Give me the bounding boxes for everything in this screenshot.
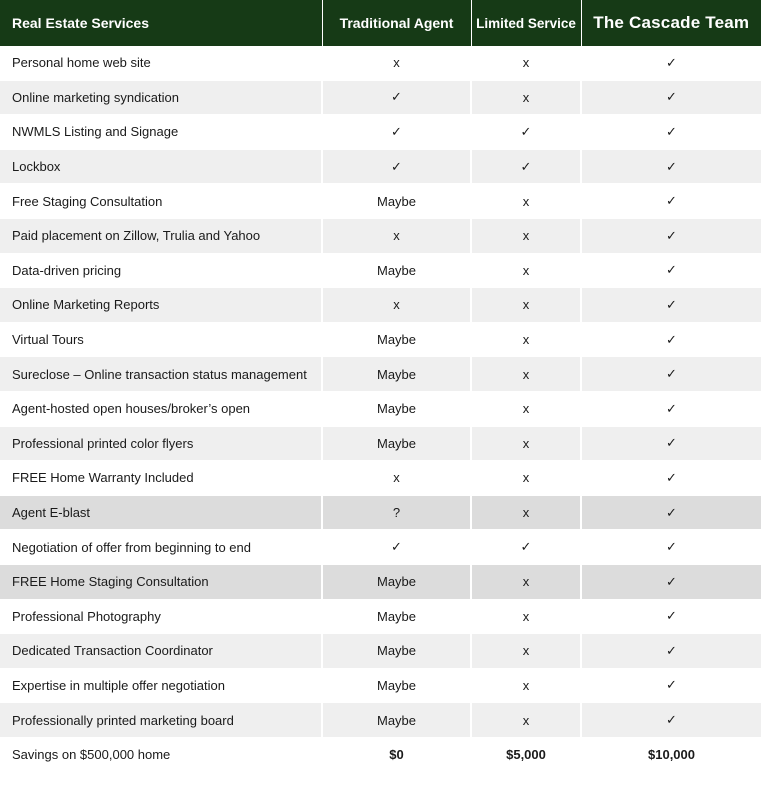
traditional-value: x <box>322 46 471 80</box>
traditional-value: Maybe <box>322 426 471 461</box>
service-label: Online Marketing Reports <box>0 288 322 323</box>
traditional-value: Maybe <box>322 391 471 426</box>
cascade-value: ✓ <box>581 46 761 80</box>
table-row <box>0 599 761 634</box>
service-label: Dedicated Transaction Coordinator <box>0 634 322 669</box>
table-row <box>0 322 761 357</box>
limited-value: x <box>471 426 581 461</box>
limited-value: x <box>471 599 581 634</box>
traditional-value: Maybe <box>322 634 471 669</box>
service-label: Online marketing syndication <box>0 80 322 115</box>
service-label: Professional Photography <box>0 599 322 634</box>
cascade-value: ✓ <box>581 599 761 634</box>
service-label: Expertise in multiple offer negotiation <box>0 668 322 703</box>
cascade-value: ✓ <box>581 495 761 530</box>
cascade-value: ✓ <box>581 149 761 184</box>
cascade-value: ✓ <box>581 184 761 219</box>
traditional-value: ✓ <box>322 115 471 150</box>
service-label: Personal home web site <box>0 46 322 80</box>
traditional-value: Maybe <box>322 599 471 634</box>
traditional-value: ? <box>322 495 471 530</box>
cascade-value: ✓ <box>581 461 761 496</box>
limited-value: ✓ <box>471 530 581 565</box>
table-row <box>0 530 761 565</box>
service-label: FREE Home Staging Consultation <box>0 564 322 599</box>
limited-value: x <box>471 495 581 530</box>
cascade-value: ✓ <box>581 218 761 253</box>
cascade-value: ✓ <box>581 564 761 599</box>
table-row <box>0 288 761 323</box>
table-row <box>0 357 761 392</box>
cascade-value: ✓ <box>581 253 761 288</box>
cascade-value: ✓ <box>581 634 761 669</box>
savings-label: Savings on $500,000 home <box>0 737 322 772</box>
cascade-value: ✓ <box>581 357 761 392</box>
limited-value: ✓ <box>471 149 581 184</box>
savings-cascade: $10,000 <box>581 737 761 772</box>
cascade-value: ✓ <box>581 426 761 461</box>
service-label: Agent E-blast <box>0 495 322 530</box>
table-row <box>0 391 761 426</box>
traditional-value: x <box>322 461 471 496</box>
cascade-value: ✓ <box>581 80 761 115</box>
cascade-value: ✓ <box>581 391 761 426</box>
table-row <box>0 495 761 530</box>
limited-value: ✓ <box>471 115 581 150</box>
table-row <box>0 253 761 288</box>
limited-value: x <box>471 357 581 392</box>
service-label: Sureclose – Online transaction status management <box>0 357 322 392</box>
traditional-value: Maybe <box>322 564 471 599</box>
table-row <box>0 634 761 669</box>
service-label: Virtual Tours <box>0 322 322 357</box>
traditional-value: Maybe <box>322 253 471 288</box>
service-label: Data-driven pricing <box>0 253 322 288</box>
traditional-value: ✓ <box>322 80 471 115</box>
traditional-value: Maybe <box>322 184 471 219</box>
table-row <box>0 80 761 115</box>
limited-value: x <box>471 184 581 219</box>
table-row <box>0 115 761 150</box>
traditional-value: Maybe <box>322 357 471 392</box>
service-label: Lockbox <box>0 149 322 184</box>
service-label: Paid placement on Zillow, Trulia and Yahoo <box>0 218 322 253</box>
savings-limited: $5,000 <box>471 737 581 772</box>
service-label: Negotiation of offer from beginning to end <box>0 530 322 565</box>
service-label: NWMLS Listing and Signage <box>0 115 322 150</box>
limited-value: x <box>471 322 581 357</box>
limited-value: x <box>471 80 581 115</box>
traditional-value: Maybe <box>322 703 471 738</box>
traditional-value: Maybe <box>322 668 471 703</box>
cascade-value: ✓ <box>581 288 761 323</box>
cascade-value: ✓ <box>581 530 761 565</box>
header-limited-service: Limited Service <box>471 0 581 46</box>
cascade-value: ✓ <box>581 322 761 357</box>
table-row <box>0 149 761 184</box>
header-cascade-team: The Cascade Team <box>581 0 761 46</box>
limited-value: x <box>471 46 581 80</box>
limited-value: x <box>471 288 581 323</box>
service-label: FREE Home Warranty Included <box>0 461 322 496</box>
cascade-value: ✓ <box>581 115 761 150</box>
header-traditional-agent: Traditional Agent <box>322 0 471 46</box>
cascade-value: ✓ <box>581 703 761 738</box>
traditional-value: Maybe <box>322 322 471 357</box>
table-row <box>0 461 761 496</box>
cascade-value: ✓ <box>581 668 761 703</box>
table-row <box>0 668 761 703</box>
limited-value: x <box>471 564 581 599</box>
limited-value: x <box>471 391 581 426</box>
limited-value: x <box>471 461 581 496</box>
table-row <box>0 46 761 80</box>
limited-value: x <box>471 218 581 253</box>
table-row <box>0 218 761 253</box>
service-label: Professionally printed marketing board <box>0 703 322 738</box>
header-services: Real Estate Services <box>0 0 322 46</box>
traditional-value: x <box>322 218 471 253</box>
table-row <box>0 703 761 738</box>
limited-value: x <box>471 253 581 288</box>
table-row <box>0 564 761 599</box>
traditional-value: x <box>322 288 471 323</box>
service-label: Free Staging Consultation <box>0 184 322 219</box>
savings-row <box>0 737 761 772</box>
traditional-value: ✓ <box>322 530 471 565</box>
table-row <box>0 184 761 219</box>
header-row <box>0 0 761 46</box>
service-label: Agent-hosted open houses/broker’s open <box>0 391 322 426</box>
limited-value: x <box>471 703 581 738</box>
service-label: Professional printed color flyers <box>0 426 322 461</box>
traditional-value: ✓ <box>322 149 471 184</box>
table-body <box>0 46 761 772</box>
limited-value: x <box>471 634 581 669</box>
savings-traditional: $0 <box>322 737 471 772</box>
limited-value: x <box>471 668 581 703</box>
table-row <box>0 426 761 461</box>
